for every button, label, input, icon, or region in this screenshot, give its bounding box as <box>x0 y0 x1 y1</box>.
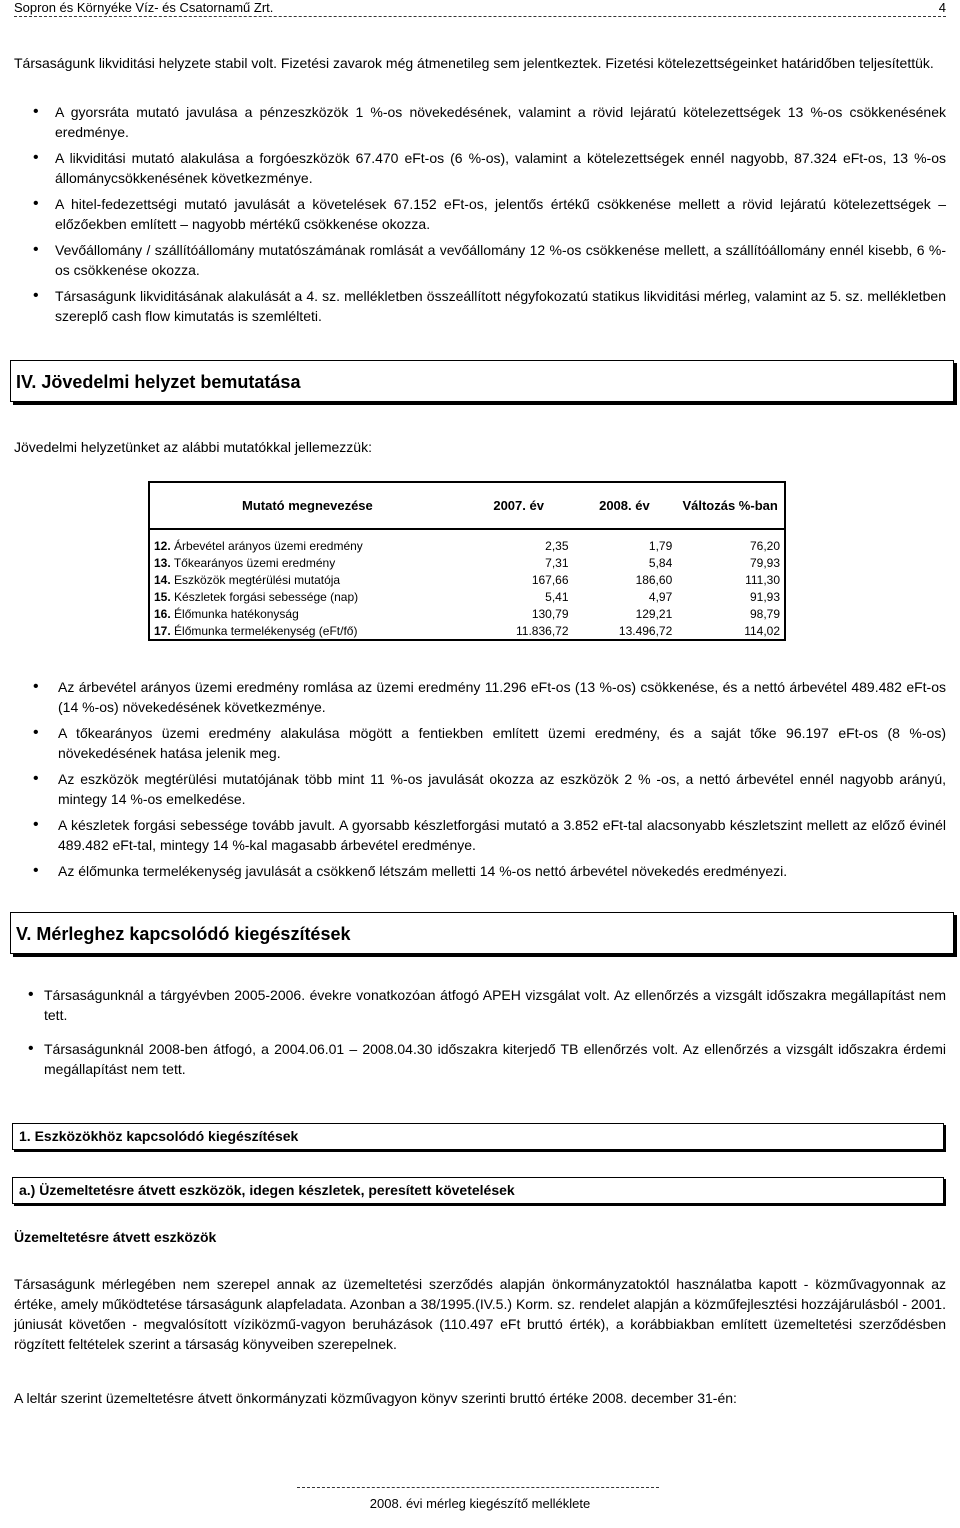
list-item: • A tőkearányos üzemi eredmény alakulása mögött a fentiekben említett üzemi eredmény, és a saját tőke 96.197 eFt-os (8 %-os) növekedésének hatása jelenik meg. <box>14 723 946 763</box>
section-5-paragraph: Társaságunk mérlegében nem szerepel annak az üzemeltetési szerződés alapján önkormányzatoktól használatba kapott - közművagyonnak az értéke, amely működtetése társaságunk alapfeladata. Azonban a 38/1995.(IV.5.) Korm. sz. rendelet alapján a közműfejlesztési hozzájárulásból - 2001. júniusát követően - megvalósított víziközmű-vagyon beruházások (110.497 eFt bruttó érték), a korábbiakban említett üzemeltetési szerződésben rögzített feltételek szerint a társaság könyveiben szerepelnek. <box>14 1276 946 1352</box>
section-4-intro: Jövedelmi helyzetünket az alábbi mutatókkal jellemezzük: <box>14 439 372 455</box>
list-item: • Társaságunk likviditásának alakulását a 4. sz. mellékletben összeállított négyfokozatú statikus likviditási mérleg, valamint az 5. sz. mellékletben szereplő cash flow kimutatás is szemlélteti. <box>14 286 946 326</box>
page-header <box>14 0 946 16</box>
row-label: Tőkearányos üzemi eredmény <box>173 555 336 570</box>
cell-2007: 130,79 <box>531 606 569 621</box>
list-item: • Az élőmunka termelékenység javulását a csökkenő létszám melletti 14 %-os nettó árbevétel növekedés eredményezi. <box>14 861 946 881</box>
section-5-title-box <box>10 912 954 954</box>
table-header-row <box>149 482 785 529</box>
cell-2008: 129,21 <box>635 606 673 621</box>
header-divider <box>14 16 946 17</box>
subsection-heading: Üzemeltetésre átvett eszközök <box>14 1229 217 1245</box>
column-header: Változás %-ban <box>682 497 778 513</box>
column-header: Mutató megnevezése <box>242 498 373 513</box>
column-header: 2007. év <box>493 498 544 513</box>
cell-2007: 5,41 <box>545 589 569 604</box>
subsection-1-title: 1. Eszközökhöz kapcsolódó kiegészítések <box>19 1128 299 1144</box>
subsection-a-title: a.) Üzemeltetésre átvett eszközök, idegen készletek, peresített követelések <box>19 1182 515 1198</box>
column-header: 2008. év <box>599 498 650 513</box>
cell-2007: 2,35 <box>545 538 569 553</box>
row-label: Eszközök megtérülési mutatója <box>174 572 341 587</box>
row-number: 16. <box>154 606 171 621</box>
list-item: • A hitel-fedezettségi mutató javulását a követelések 67.152 eFt-os, jelentős értékű csökkenése mellett a rövid lejáratú kötelezettségek – előzőekben említett – nagyobb mértékű csökkenése okozza. <box>14 194 946 234</box>
subsection-1-box <box>12 1123 944 1150</box>
section-5-bullet-list <box>14 985 946 1079</box>
cell-2007: 7,31 <box>545 555 569 570</box>
company-name: Sopron és Környéke Víz- és Csatornamű Zrt. <box>14 0 274 15</box>
row-label: Árbevétel arányos üzemi eredmény <box>174 538 363 553</box>
page-footer: 2008. évi mérleg kiegészítő melléklete <box>369 1496 591 1511</box>
cell-change: 76,20 <box>749 538 780 553</box>
table-row <box>149 622 785 640</box>
list-item: • A készletek forgási sebessége tovább javult. A gyorsabb készletforgási mutató a 3.852 eFt-tal alacsonyabb készletszint mellett az előző évinél 489.482 eFt-tal, mintegy 14 %-kal magasabb árbevétel eredménye. <box>14 815 946 855</box>
row-number: 17. <box>154 623 171 638</box>
section-5-last-line: A leltár szerint üzemeltetésre átvett önkormányzati közművagyon könyv szerinti bruttó értéke 2008. december 31-én: <box>14 1390 737 1406</box>
row-label: Készletek forgási sebessége (nap) <box>174 589 359 604</box>
footer-divider <box>297 1487 659 1488</box>
page-number: 4 <box>938 0 946 15</box>
row-number: 14. <box>154 572 171 587</box>
list-item: • A gyorsráta mutató javulása a pénzeszközök 1 %-os növekedésének, valamint a rövid lejáratú kötelezettségek 13 %-os csökkenésének eredménye. <box>14 102 946 142</box>
cell-2008: 13.496,72 <box>618 623 673 638</box>
cell-2008: 4,97 <box>648 589 673 604</box>
table-row <box>149 554 785 571</box>
cell-change: 98,79 <box>749 606 780 621</box>
section-4-title-box <box>10 360 954 402</box>
cell-2007: 11.836,72 <box>516 623 569 638</box>
table-row <box>149 588 785 605</box>
table-row <box>149 605 785 622</box>
list-item: • Az eszközök megtérülési mutatójának több mint 11 %-os javulását okozza az eszközök 2 % -os, a nettó árbevétel ennél nagyobb arányú, mintegy 14 %-os emelkedése. <box>14 769 946 809</box>
list-item: • Az árbevétel arányos üzemi eredmény romlása az üzemi eredmény 11.296 eFt-os (13 %-os) csökkenése, és a nettó árbevétel 489.482 eFt-os (14 %-os) növekedésének következménye. <box>14 677 946 717</box>
table-row <box>149 571 785 588</box>
section-4-bullet-list <box>14 677 946 881</box>
row-label: Élőmunka termelékenység (eFt/fő) <box>174 623 358 638</box>
cell-2008: 5,84 <box>648 555 673 570</box>
list-item: • Társaságunknál a tárgyévben 2005-2006. évekre vonatkozóan átfogó APEH vizsgálat volt. Az ellenőrzés a vizsgált időszakra megállapítást nem tett. <box>14 985 946 1025</box>
section-5-title: V. Mérleghez kapcsolódó kiegészítések <box>16 924 351 944</box>
intro-paragraph: Társaságunk likviditási helyzete stabil volt. Fizetési zavarok még átmenetileg sem jelentkeztek. Fizetési kötelezettségeinket határidőben teljesítettük. <box>14 55 934 71</box>
cell-2007: 167,66 <box>531 572 569 587</box>
subsection-a-box <box>12 1177 944 1204</box>
row-number: 15. <box>154 589 171 604</box>
cell-2008: 1,79 <box>648 538 673 553</box>
cell-change: 114,02 <box>744 623 780 638</box>
cell-change: 111,30 <box>745 572 780 587</box>
row-number: 13. <box>154 555 171 570</box>
list-item: • Vevőállomány / szállítóállomány mutatószámának romlását a vevőállomány 12 %-os csökkenése mellett, a szállítóállomány ennél kisebb, 6 %-os csökkenése okozza. <box>14 240 946 280</box>
list-item: • A likviditási mutató alakulása a forgóeszközök 67.470 eFt-os (6 %-os), valamint a kötelezettségek ennél nagyobb, 87.324 eFt-os, 13 %-os állománycsökkenésének következménye. <box>14 148 946 188</box>
liquidity-bullet-list <box>14 102 946 326</box>
cell-2008: 186,60 <box>635 572 673 587</box>
row-label: Élőmunka hatékonyság <box>174 606 299 621</box>
kpi-table <box>148 481 786 641</box>
table-row <box>149 537 785 554</box>
row-number: 12. <box>154 538 171 553</box>
cell-change: 91,93 <box>749 589 780 604</box>
section-4-title: IV. Jövedelmi helyzet bemutatása <box>16 372 301 392</box>
cell-change: 79,93 <box>749 555 780 570</box>
list-item: • Társaságunknál 2008-ben átfogó, a 2004.06.01 – 2008.04.30 időszakra kiterjedő TB ellenőrzés volt. Az ellenőrzés a vizsgált időszakra érdemi megállapítást nem tett. <box>14 1039 946 1079</box>
